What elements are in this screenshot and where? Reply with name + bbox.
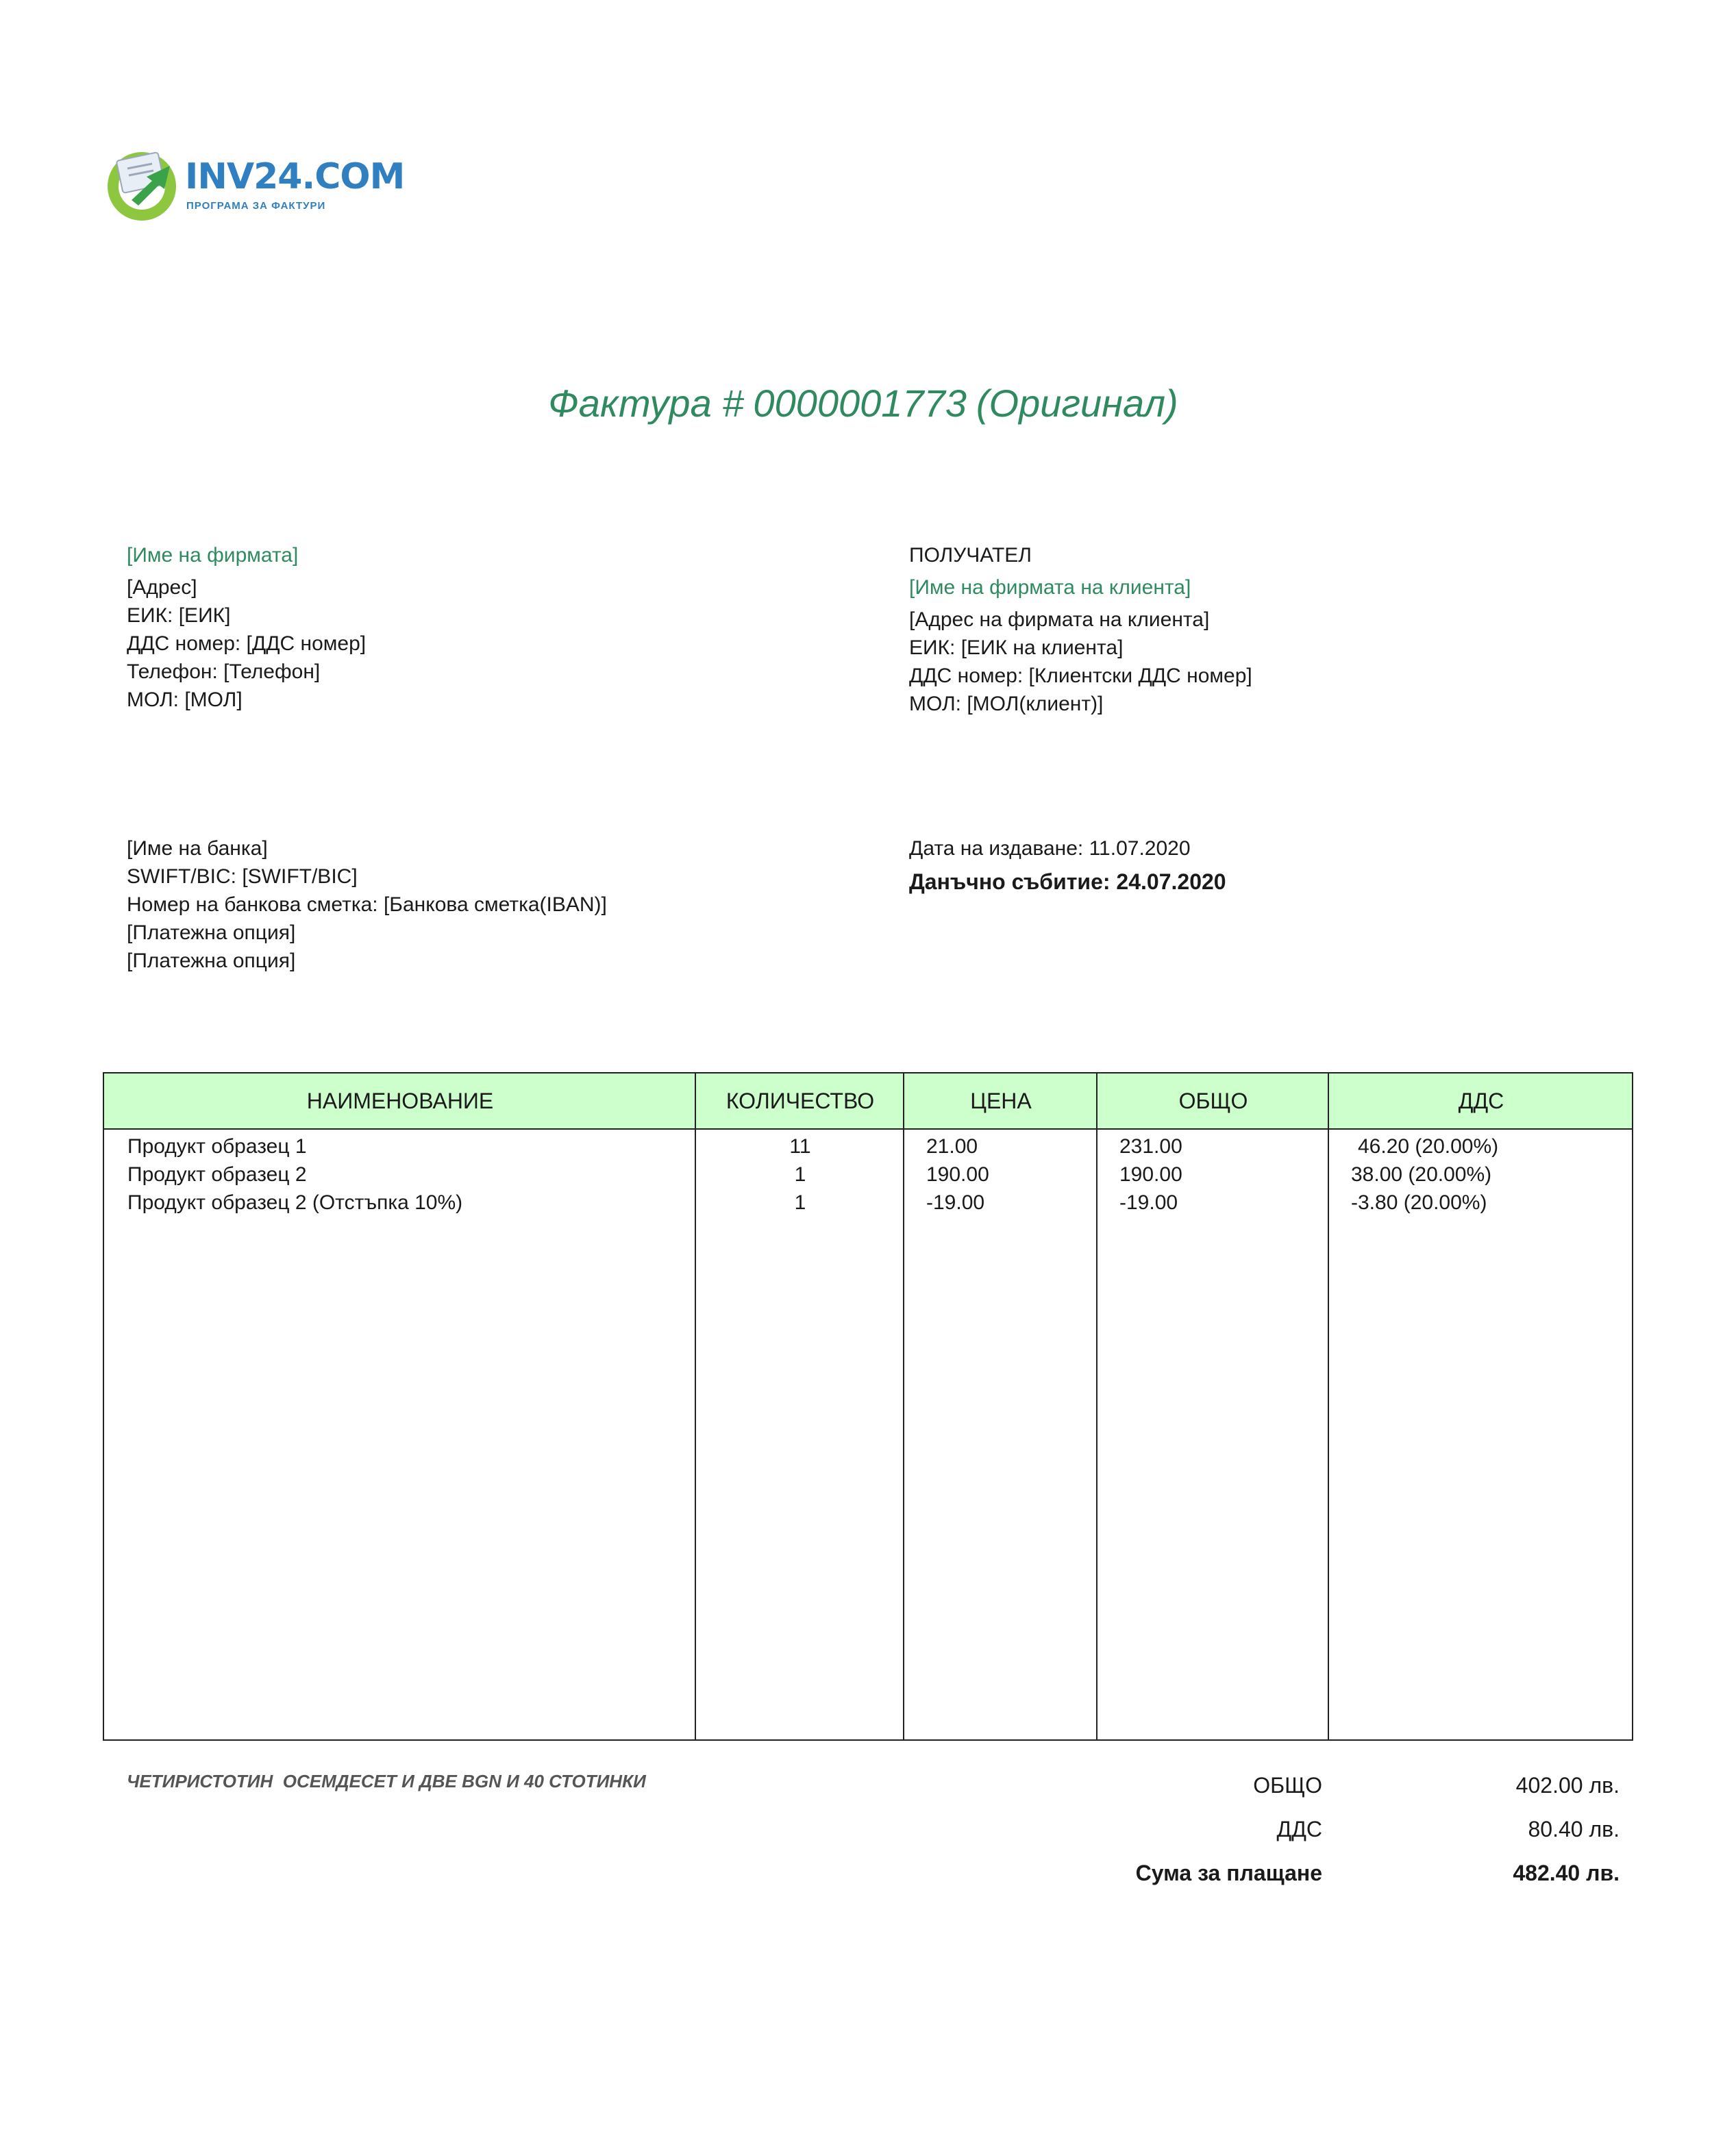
title-prefix: Фактура #	[548, 382, 744, 425]
col-header-vat: ДДС	[1458, 1089, 1504, 1113]
item-quantity: 1	[794, 1163, 806, 1186]
item-price: 190.00	[926, 1163, 989, 1186]
payment-option: [Платежна опция]	[127, 950, 296, 972]
buyer-eik: ЕИК: [ЕИК на клиента]	[909, 636, 1124, 659]
amount-due-label: Сума за плащане	[1135, 1861, 1322, 1885]
dates-block	[909, 834, 1226, 896]
col-header-quantity: КОЛИЧЕСТВО	[726, 1089, 875, 1113]
item-name: Продукт образец 2	[127, 1163, 307, 1186]
issue-date: Дата на издаване: 11.07.2020	[909, 837, 1191, 860]
table-row	[104, 1132, 1632, 1161]
item-total: 231.00	[1119, 1135, 1182, 1158]
seller-block	[127, 541, 366, 714]
table-row	[104, 1189, 1632, 1217]
bank-swift: SWIFT/BIC: [SWIFT/BIC]	[127, 865, 358, 888]
vat-value: 80.40 лв.	[1528, 1817, 1620, 1841]
bank-block	[127, 834, 607, 975]
seller-mol: МОЛ: [МОЛ]	[127, 688, 243, 711]
item-price: 21.00	[926, 1135, 978, 1158]
table-row	[104, 1161, 1632, 1189]
buyer-mol: МОЛ: [МОЛ(клиент)]	[909, 693, 1104, 715]
tax-event-date: Данъчно събитие: 24.07.2020	[909, 869, 1226, 894]
payment-option: [Платежна опция]	[127, 921, 296, 944]
invoice-copy-type: (Оригинал)	[976, 382, 1178, 425]
amount-due-value: 482.40 лв.	[1513, 1861, 1620, 1885]
buyer-address: [Адрес на фирмата на клиента]	[909, 608, 1210, 631]
seller-eik: ЕИК: [ЕИК]	[127, 604, 231, 627]
logo-tagline: ПРОГРАМА ЗА ФАКТУРИ	[186, 200, 326, 212]
bank-name: [Име на банка]	[127, 837, 268, 860]
item-total: 190.00	[1119, 1163, 1182, 1186]
item-vat: 46.20 (20.00%)	[1358, 1135, 1499, 1158]
item-quantity: 1	[794, 1191, 806, 1214]
item-vat: 38.00 (20.00%)	[1351, 1163, 1492, 1186]
bank-account: Номер на банкова сметка: [Банкова сметка(IBAN)]	[127, 893, 607, 916]
seller-name: [Име на фирмата]	[127, 544, 299, 567]
table-header	[104, 1074, 1632, 1130]
vat-label: ДДС	[1276, 1817, 1322, 1841]
item-name: Продукт образец 2 (Отстъпка 10%)	[127, 1191, 463, 1214]
items-table	[103, 1072, 1633, 1741]
col-header-price: ЦЕНА	[970, 1089, 1032, 1113]
buyer-vat: ДДС номер: [Клиентски ДДС номер]	[909, 665, 1252, 687]
seller-phone: Телефон: [Телефон]	[127, 660, 321, 683]
item-vat: -3.80 (20.00%)	[1351, 1191, 1487, 1214]
buyer-block	[909, 541, 1252, 718]
subtotal-value: 402.00 лв.	[1515, 1773, 1620, 1798]
item-total: -19.00	[1119, 1191, 1178, 1214]
invoice-title	[0, 381, 1736, 425]
col-header-name: НАИМЕНОВАНИЕ	[306, 1089, 494, 1113]
subtotal-label: ОБЩО	[1253, 1773, 1322, 1798]
seller-vat: ДДС номер: [ДДС номер]	[127, 632, 367, 655]
buyer-heading: ПОЛУЧАТЕЛ	[909, 544, 1032, 567]
amount-in-words: ЧЕТИРИСТОТИН ОСЕМДЕСЕТ И ДВЕ BGN И 40 СТОТИНКИ	[127, 1771, 646, 1791]
col-header-total: ОБЩО	[1178, 1089, 1248, 1113]
invoice-number: 0000001773	[753, 382, 967, 425]
buyer-name: [Име на фирмата на клиента]	[909, 576, 1191, 599]
logo-name: INV24.COM	[185, 156, 405, 197]
item-price: -19.00	[926, 1191, 985, 1214]
item-name: Продукт образец 1	[127, 1135, 307, 1158]
item-quantity: 11	[789, 1135, 811, 1158]
seller-address: [Адрес]	[127, 576, 197, 599]
